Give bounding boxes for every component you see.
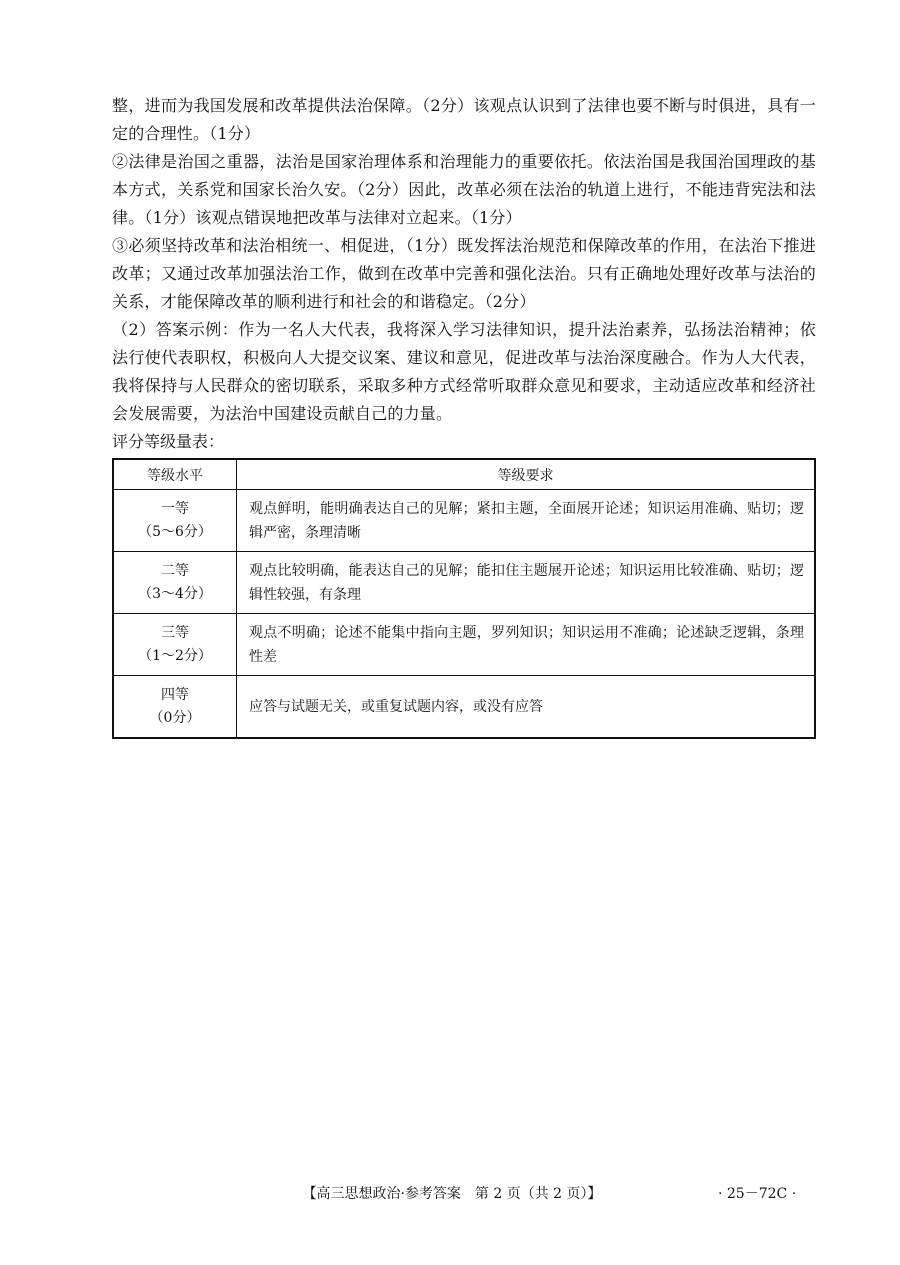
level-cell xyxy=(113,490,237,552)
table-row xyxy=(113,614,815,676)
table-row xyxy=(113,490,815,552)
level-name: 一等 xyxy=(161,500,189,517)
requirement-cell: 观点不明确；论述不能集中指向主题，罗列知识；知识运用不准确；论述缺乏逻辑，条理性差 xyxy=(237,614,816,676)
level-cell xyxy=(113,552,237,614)
paragraph-3: ③必须坚持改革和法治相统一、相促进，（1分）既发挥法治规范和保障改革的作用，在法治下推进改革；又通过改革加强法治工作，做到在改革中完善和强化法治。只有正确地处理好改革与法治的关系，才能保障改革的顺利进行和社会的和谐稳定。（2分） xyxy=(112,236,816,311)
header-level: 等级水平 xyxy=(113,459,237,490)
requirement-cell: 应答与试题无关，或重复试题内容，或没有应答 xyxy=(237,676,816,739)
requirement-cell: 观点比较明确，能表达自己的见解；能扣住主题展开论述；知识运用比较准确、贴切；逻辑性较强，有条理 xyxy=(237,552,816,614)
level-name: 二等 xyxy=(161,562,189,579)
paragraph-1: 整，进而为我国发展和改革提供法治保障。（2分）该观点认识到了法律也要不断与时俱进，具有一定的合理性。（1分） xyxy=(112,96,816,143)
level-name: 三等 xyxy=(161,624,189,641)
requirement-cell: 观点鲜明，能明确表达自己的见解；紧扣主题，全面展开论述；知识运用准确、贴切；逻辑严密，条理清晰 xyxy=(237,490,816,552)
paragraph-4: （2）答案示例：作为一名人大代表，我将深入学习法律知识，提升法治素养，弘扬法治精神；依法行使代表职权，积极向人大提交议案、建议和意见，促进改革与法治深度融合。作为人大代表，我将保持与人民群众的密切联系，采取多种方式经常听取群众意见和要求，主动适应改革和经济社会发展需要，为法治中国建设贡献自己的力量。 xyxy=(112,320,816,423)
level-name: 四等 xyxy=(161,686,189,703)
table-row xyxy=(113,552,815,614)
level-points: （0分） xyxy=(149,709,201,726)
level-cell xyxy=(113,676,237,739)
answer-content xyxy=(112,92,816,739)
level-points: （1～2分） xyxy=(138,647,212,664)
grading-table xyxy=(112,458,816,739)
level-points: （5～6分） xyxy=(138,523,212,540)
footer-page-info: 【高三思想政治·参考答案 第 2 页（共 2 页）】 xyxy=(302,1186,602,1202)
table-title: 评分等级量表： xyxy=(112,432,225,451)
header-requirement: 等级要求 xyxy=(237,459,816,490)
paragraph-2: ②法律是治国之重器，法治是国家治理体系和治理能力的重要依托。依法治国是我国治国理政的基本方式，关系党和国家长治久安。（2分）因此，改革必须在法治的轨道上进行，不能违背宪法和法律。（1分）该观点错误地把改革与法律对立起来。（1分） xyxy=(112,152,816,227)
table-row xyxy=(113,676,815,739)
level-points: （3～4分） xyxy=(138,585,212,602)
footer-code: · 25－72C · xyxy=(718,1186,797,1202)
level-cell xyxy=(113,614,237,676)
table-header-row xyxy=(113,459,815,490)
